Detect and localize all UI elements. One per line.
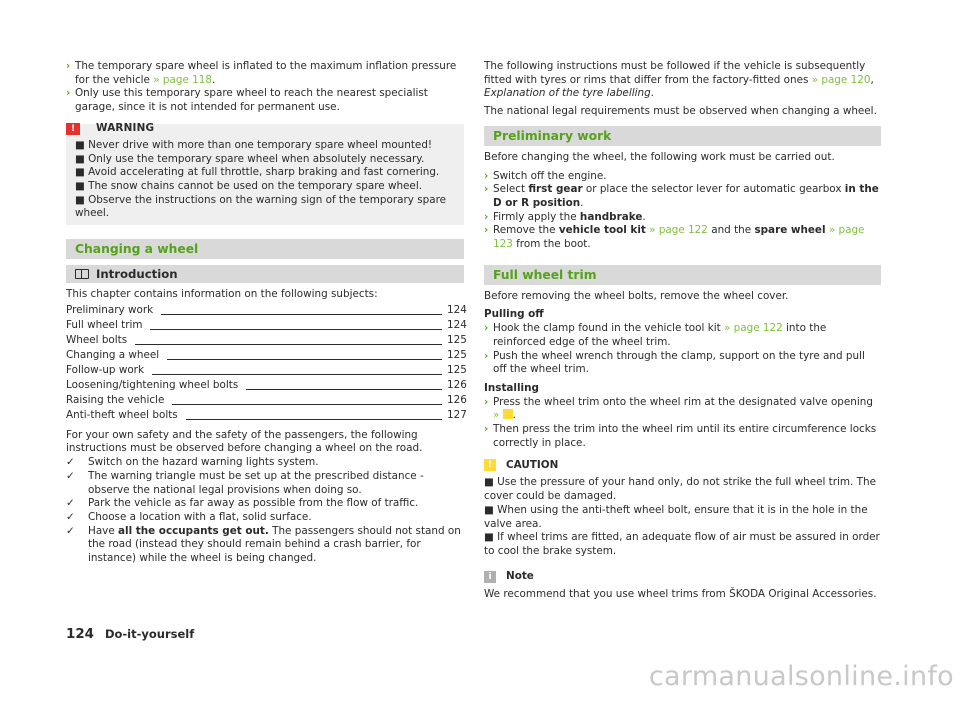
- checklist-item: ✓ Park the vehicle as far away as possible from the flow of traffic.: [66, 497, 419, 510]
- warning-box: [66, 124, 464, 225]
- warning-item: ■ Avoid accelerating at full throttle, sharp braking and fast cornering.: [75, 166, 440, 179]
- checklist-item: ✓ Have all the occupants get out. The passengers should not stand on the road (instead they should remain behind a crash barrier, for instance) while the wheel is being changed.: [66, 524, 461, 565]
- toc-row[interactable]: Loosening/tightening wheel bolts 126: [66, 379, 467, 392]
- page-link[interactable]: » page 122: [645, 224, 708, 237]
- page-number: 124: [66, 627, 94, 642]
- list-item: › Select first gear or place the selector lever for automatic gearbox in the D or R position.: [484, 183, 879, 209]
- bullet-arrow-icon: ›: [484, 395, 489, 408]
- warning-header: [66, 123, 154, 136]
- toc-row[interactable]: Wheel bolts 125: [66, 334, 467, 347]
- safety-intro: For your own safety and the safety of the passengers, the following instructions must be observed before changing a wheel on the road.: [66, 428, 423, 455]
- intro-text: This chapter contains information on the following subjects:: [66, 288, 378, 301]
- left-column: [66, 60, 467, 566]
- check-icon: ✓: [66, 510, 75, 523]
- bullet-arrow-icon: ›: [484, 183, 489, 196]
- caution-item: ■ Use the pressure of your hand only, do not strike the full wheel trim. The cover could be damaged.: [484, 476, 876, 503]
- page-link[interactable]: » page 122: [723, 322, 783, 335]
- subheading: Installing: [484, 381, 539, 394]
- note-header: [484, 570, 881, 584]
- check-icon: ✓: [66, 524, 75, 537]
- checklist-item: ✓ Switch on the hazard warning lights system.: [66, 456, 319, 469]
- list-item: [66, 87, 464, 114]
- bullet-arrow-icon: ›: [66, 87, 71, 100]
- warning-icon: !: [66, 123, 80, 135]
- list-item: › Hook the clamp found in the vehicle tool kit » page 122 into the reinforced edge of the wheel trim.: [484, 322, 827, 348]
- toc-row[interactable]: Follow-up work 125: [66, 364, 467, 377]
- bullet-arrow-icon: ›: [484, 423, 489, 436]
- subheading: Pulling off: [484, 308, 544, 321]
- warning-item: ■ Observe the instructions on the warning sign of the temporary spare wheel.: [75, 193, 447, 220]
- check-icon: ✓: [66, 456, 75, 469]
- toc-row[interactable]: Full wheel trim 124: [66, 319, 467, 332]
- info-icon: i: [484, 571, 496, 583]
- toc-row[interactable]: Raising the vehicle 126: [66, 394, 467, 407]
- subsection-heading: [66, 265, 464, 283]
- section-heading: Changing a wheel: [66, 239, 464, 259]
- list-item: › Then press the trim into the wheel rim until its entire circumference locks correctly in place.: [484, 423, 877, 449]
- bullet-text: The temporary spare wheel is inflated to the maximum inflation pressure for the vehicle: [75, 60, 457, 86]
- page-link[interactable]: » page 118: [153, 73, 213, 86]
- right-column: [484, 60, 881, 601]
- list-item: › Push the wheel wrench through the clamp, support on the tyre and pull off the wheel trim.: [484, 349, 865, 376]
- caution-link[interactable]: »: [493, 409, 503, 422]
- bullet-text: Only use this temporary spare wheel to reach the nearest specialist garage, since it is not intended for permanent use.: [75, 87, 428, 114]
- note-text: We recommend that you use wheel trims from ŠKODA Original Accessories.: [484, 587, 877, 600]
- check-icon: ✓: [66, 497, 75, 510]
- chapter-title: Do-it-yourself: [104, 627, 195, 641]
- page-footer: [66, 628, 194, 642]
- list-item: › The temporary spare wheel is inflated to the maximum inflation pressure for the vehicle » page 118.: [66, 60, 457, 86]
- warning-item: ■ Never drive with more than one temporary spare wheel mounted!: [75, 138, 433, 151]
- subsection-title: Introduction: [96, 267, 178, 282]
- caution-item: ■ If wheel trims are fitted, an adequate flow of air must be assured in order to cool the brake system.: [484, 531, 880, 557]
- caution-title: CAUTION: [506, 458, 559, 471]
- checklist-item: ✓ Choose a location with a flat, solid surface.: [66, 510, 312, 523]
- page-link[interactable]: » page 123: [493, 224, 865, 251]
- bullet-arrow-icon: ›: [66, 60, 71, 72]
- paragraph: Before removing the wheel bolts, remove the wheel cover.: [484, 289, 789, 302]
- bullet-arrow-icon: ›: [484, 349, 489, 362]
- checklist-item: ✓ The warning triangle must be set up at the prescribed distance - observe the national legal provisions when doing so.: [66, 469, 424, 496]
- warning-item: ■ The snow chains cannot be used on the temporary spare wheel.: [75, 179, 423, 192]
- caution-header: [484, 458, 881, 472]
- paragraph: Before changing the wheel, the following work must be carried out.: [484, 150, 835, 163]
- list-item: › Remove the vehicle tool kit » page 122 and the spare wheel » page 123 from the boot.: [484, 224, 865, 251]
- caution-ref-icon[interactable]: [503, 409, 513, 419]
- list-item: › Firmly apply the handbrake.: [484, 210, 646, 223]
- caution-icon: !: [484, 459, 496, 471]
- section-heading: Full wheel trim: [484, 265, 881, 285]
- bullet-arrow-icon: ›: [484, 322, 489, 335]
- toc-row[interactable]: Anti-theft wheel bolts 127: [66, 409, 467, 422]
- check-icon: ✓: [66, 469, 75, 482]
- caution-item: ■ When using the anti-theft wheel bolt, ensure that it is in the hole in the valve area.: [484, 503, 868, 530]
- paragraph: The following instructions must be followed if the vehicle is subsequently fitted with tyres or rims that differ from the factory-fitted ones » page 120, Explanation of the tyre labelling.: [484, 60, 874, 100]
- checklist: [66, 456, 464, 566]
- book-icon: [75, 269, 89, 279]
- bullet-arrow-icon: ›: [484, 210, 489, 223]
- warning-title: WARNING: [96, 122, 155, 135]
- table-of-contents: [66, 303, 467, 423]
- toc-row[interactable]: Preliminary work 124: [66, 304, 467, 317]
- note-title: Note: [506, 569, 534, 582]
- section-heading: Preliminary work: [484, 126, 881, 146]
- list-item: › Switch off the engine.: [484, 169, 607, 182]
- list-item: › Press the wheel trim onto the wheel rim at the designated valve opening » .: [484, 395, 873, 422]
- paragraph: The national legal requirements must be observed when changing a wheel.: [484, 105, 877, 118]
- watermark: carmanualsonline.info: [648, 661, 954, 692]
- page-link[interactable]: » page 120: [811, 73, 871, 86]
- toc-row[interactable]: Changing a wheel 125: [66, 349, 467, 362]
- bullet-arrow-icon: ›: [484, 169, 489, 182]
- warning-item: ■ Only use the temporary spare wheel when absolutely necessary.: [75, 152, 425, 165]
- bullet-arrow-icon: ›: [484, 224, 489, 237]
